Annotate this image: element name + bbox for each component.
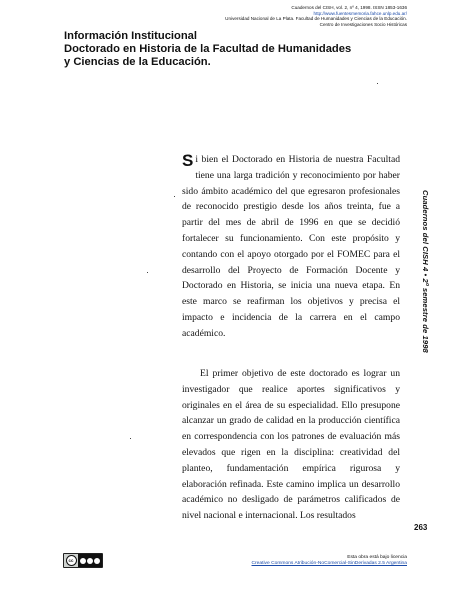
drop-cap-letter: S [182, 151, 194, 170]
noderivatives-icon [94, 558, 100, 564]
noncommercial-icon [87, 558, 93, 564]
header-journal-line: Cuadernos del CISH, vol. 2, nº 4, 1998. ISSN 1853-1636 [291, 5, 407, 10]
title-line-3: y Ciencias de la Educación. [64, 56, 211, 68]
license-link[interactable]: Creative Commons Atribución-NoComercial-SinDerivadas 2.5 Argentina [251, 561, 407, 567]
header-url-link[interactable]: http://www.fuentesmemoria.fahce.unlp.edu.ar/ [313, 10, 407, 16]
scan-speck [377, 83, 378, 84]
scan-speck [130, 438, 131, 439]
cc-logo-icon: cc [66, 555, 77, 566]
license-notice [147, 555, 407, 567]
body-paragraph-1 [182, 152, 400, 342]
vertical-journal-note: Cuadernos del CISH 4 • 2º semestre de 1998 [421, 190, 430, 353]
cc-badge-right [78, 554, 102, 567]
page-number: 263 [414, 523, 428, 532]
paragraph-2-text: El primer objetivo de este doctorado es lograr un investigador que realice aportes significativos y originales en el área de su especialidad. Ello presupone alcanzar un grado de calidad en la producción científica en correspondencia con los patrones de evaluación más elevados que rigen en la disciplina: creatividad del planteo, fundamentación empírica rigurosa y elaboración refinada. Este camino implica un desarrollo académico no desligado de parámetros calificados de nivel nacional e internacional. Los resultados [182, 368, 400, 522]
header-university-line: Universidad Nacional de La Plata. Facultad de Humanidades y Ciencias de la Educación. [225, 16, 407, 22]
scan-speck [174, 196, 175, 197]
scan-speck [147, 272, 148, 273]
header-center-line: Centro de Investigaciones Socio Históricas [319, 21, 407, 27]
title-line-2: Doctorado en Historia de la Facultad de Humanidades [64, 43, 352, 55]
header-metadata [77, 5, 407, 27]
document-title [64, 30, 424, 69]
creative-commons-badge[interactable] [63, 553, 103, 568]
cc-badge-left [64, 554, 78, 567]
license-text: Esta obra está bajo licencia [347, 555, 407, 560]
title-line-1: Información Institucional [64, 30, 198, 42]
attribution-icon [80, 558, 86, 564]
body-paragraph-2 [182, 366, 400, 524]
paragraph-1-text: i bien el Doctorado en Historia de nuestra Facultad tiene una larga tradición y reconocimiento por haber sido ámbito académico del que egresaron profesionales de reconocido prestigio desde los años treinta, fue a partir del mes de abril de 1996 en que se decidió fortalecer su funcionamiento. Con este propósito y contando con el apoyo otorgado por el FOMEC para el desarrollo del Proyecto de Formación Docente y Doctorado en Historia, se inicia una nueva etapa. En este marco se reafirman los objetivos y precisa el impacto e incidencia de la carrera en el campo académico. [182, 154, 400, 339]
